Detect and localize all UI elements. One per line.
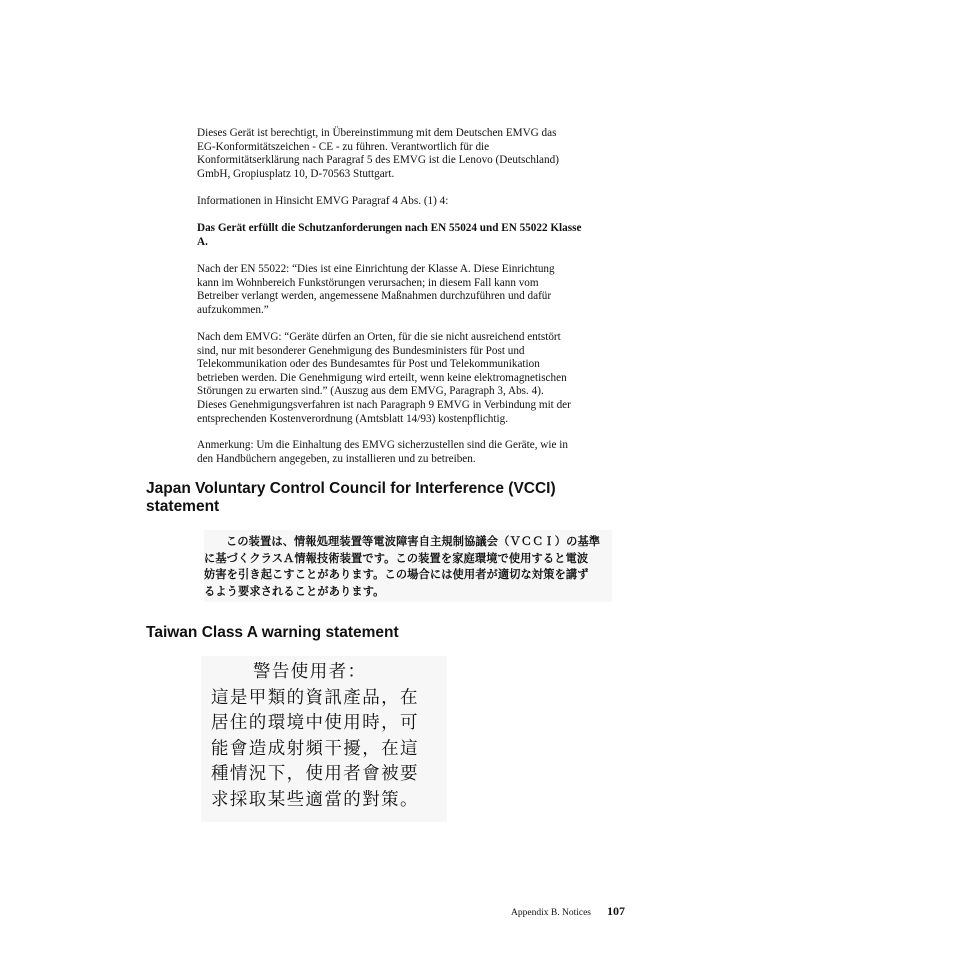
text-line: sind, nur mit besonderer Genehmigung des Bundesministers für Post und: [197, 344, 525, 357]
text-line: Telekommunikation oder des Bundesamtes für Post und Telekommunikation: [197, 358, 540, 371]
text-line: A.: [197, 235, 208, 248]
en55022-paragraph: [197, 263, 629, 317]
text-line: Anmerkung: Um die Einhaltung des EMVG sicherzustellen sind die Geräte, wie in: [197, 439, 568, 451]
text-line: kann im Wohnbereich Funkstörungen verursachen; in diesem Fall kann vom: [197, 276, 539, 289]
vcci-text-line: この装置は、情報処理装置等電波障害自主規制協議会（ＶＣＣＩ）の基準: [226, 535, 601, 548]
text-line: entsprechenden Kostenverordnung (Amtsblatt 14/93) kostenpflichtig.: [197, 412, 509, 425]
taiwan-text-line: 居住的環境中使用時，可: [211, 713, 419, 733]
text-line: Informationen in Hinsicht EMVG Paragraf 4 Abs. (1) 4:: [197, 195, 449, 207]
emvg-info-paragraph: [197, 195, 629, 209]
vcci-text-line: るよう要求されることがあります。: [204, 584, 385, 598]
vcci-heading: [146, 480, 556, 516]
heading-line: Japan Voluntary Control Council for Interference (VCCI): [146, 480, 556, 497]
text-line: GmbH, Gropiusplatz 10, D-70563 Stuttgart.: [197, 167, 395, 180]
emvg-paragraph: [197, 331, 629, 426]
heading-line: Taiwan Class A warning statement: [146, 624, 399, 641]
text-line: Störungen zu erwarten sind.” (Auszug aus dem EMVG, Paragraph 3, Abs. 4).: [197, 385, 544, 398]
vcci-text-line: に基づくクラスＡ情報技術装置です。この装置を家庭環境で使用すると電波: [204, 551, 589, 565]
emvg-intro-paragraph: [197, 127, 629, 181]
heading-line: statement: [146, 498, 220, 515]
footer-section-label: Appendix B. Notices: [511, 908, 591, 918]
taiwan-text-line: 能會造成射頻干擾，在這: [211, 738, 419, 759]
page-number: 107: [607, 904, 625, 918]
text-line: den Handbüchern angegeben, zu installieren und zu betreiben.: [197, 452, 476, 465]
text-line: EG-Konformitätszeichen - CE - zu führen. Verantwortlich für die: [197, 140, 490, 153]
vcci-text-line: 妨害を引き起こすことがあります。この場合には使用者が適切な対策を講ず: [204, 568, 589, 581]
taiwan-text-line: 求採取某些適當的對策。: [211, 789, 419, 810]
schutz-paragraph: [197, 222, 629, 249]
page-footer: [511, 902, 625, 920]
text-line: aufzukommen.”: [197, 303, 269, 316]
text-line: Dieses Genehmigungsverfahren ist nach Paragraph 9 EMVG in Verbindung mit der: [197, 398, 571, 411]
taiwan-text-line: 種情況下，使用者會被要: [211, 764, 419, 784]
text-line: Betreiber verlangt werden, angemessene Maßnahmen durchzuführen und dafür: [197, 290, 552, 303]
taiwan-text-line: 警告使用者：: [253, 662, 367, 682]
text-line: Das Gerät erfüllt die Schutzanforderungen nach EN 55024 und EN 55022 Klasse: [197, 222, 582, 234]
taiwan-text-line: 這是甲類的資訊產品，在: [211, 687, 419, 708]
taiwan-warning-image: [201, 656, 447, 822]
anmerkung-paragraph: [197, 439, 629, 466]
text-line: Dieses Gerät ist berechtigt, in Übereinstimmung mit dem Deutschen EMVG das: [197, 127, 557, 139]
vcci-statement-image: [204, 530, 612, 602]
text-line: Nach der EN 55022: “Dies ist eine Einrichtung der Klasse A. Diese Einrichtung: [197, 263, 555, 275]
taiwan-heading: [146, 624, 399, 642]
text-line: Nach dem EMVG: “Geräte dürfen an Orten, für die sie nicht ausreichend entstört: [197, 331, 561, 343]
text-line: betrieben werden. Die Genehmigung wird erteilt, wenn keine elektromagnetischen: [197, 371, 567, 384]
text-line: Konformitätserklärung nach Paragraf 5 des EMVG ist die Lenovo (Deutschland): [197, 154, 559, 167]
